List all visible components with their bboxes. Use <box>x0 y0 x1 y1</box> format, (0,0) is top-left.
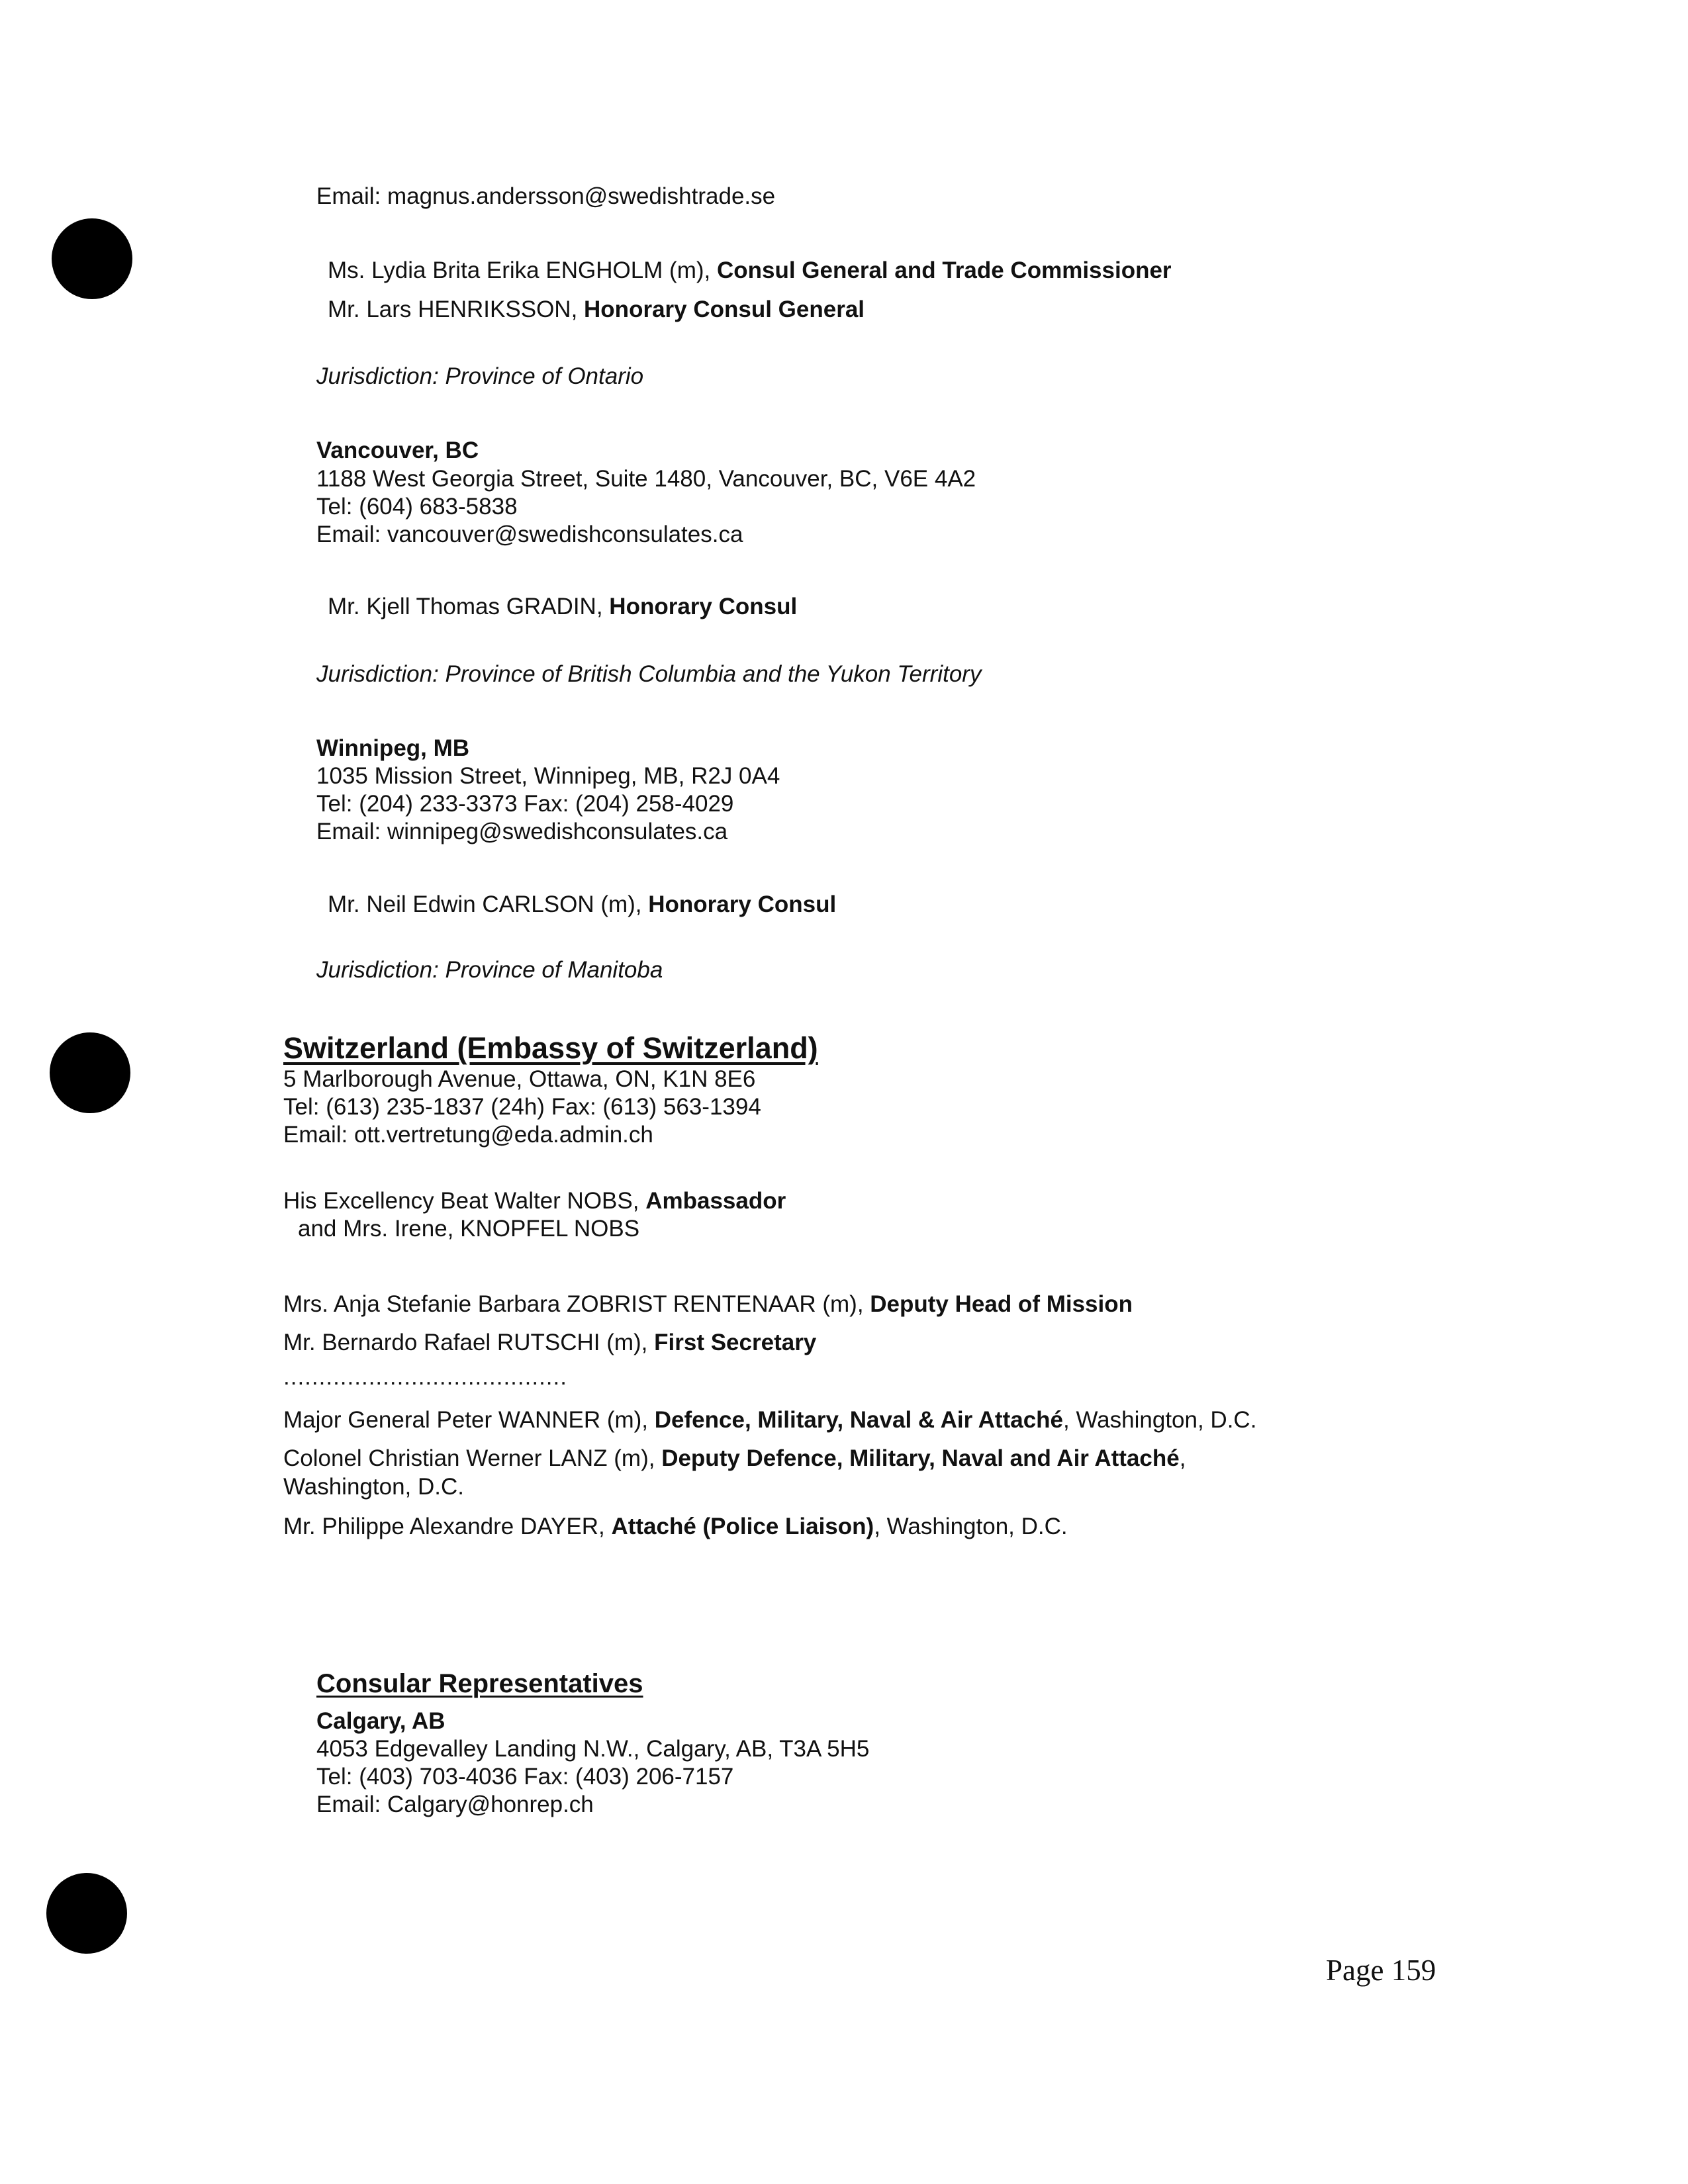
attache-title: Attaché (Police Liaison) <box>611 1514 874 1539</box>
official-name: Ms. Lydia Brita Erika ENGHOLM (m), <box>328 257 711 283</box>
winnipeg-official <box>328 891 836 919</box>
dotted-separator: ........................................ <box>283 1364 567 1390</box>
official-name: Mr. Kjell Thomas GRADIN, <box>328 594 603 619</box>
consular-heading: Consular Representatives <box>316 1669 643 1698</box>
secretary-name: Mr. Bernardo Rafael RUTSCHI (m), <box>283 1330 648 1355</box>
calgary-city: Calgary, AB <box>316 1708 445 1734</box>
attache-line-3 <box>283 1513 1068 1541</box>
punch-hole-middle <box>50 1032 130 1113</box>
sweden-email-line: Email: magnus.andersson@swedishtrade.se <box>316 183 776 209</box>
official-title: Consul General and Trade Commissioner <box>716 257 1172 283</box>
ambassador-spouse: and Mrs. Irene, KNOPFEL NOBS <box>298 1216 640 1242</box>
punch-hole-top <box>52 218 132 299</box>
calgary-tel: Tel: (403) 703-4036 Fax: (403) 206-7157 <box>316 1764 734 1790</box>
punch-hole-bottom <box>46 1873 127 1954</box>
attache-line-1 <box>283 1406 1256 1434</box>
vancouver-jurisdiction: Jurisdiction: Province of British Columbia and the Yukon Territory <box>316 661 982 687</box>
official-title: Honorary Consul <box>609 594 798 619</box>
attache-name: Major General Peter WANNER (m), <box>283 1407 649 1433</box>
official-name: Mr. Neil Edwin CARLSON (m), <box>328 891 642 917</box>
vancouver-address: 1188 West Georgia Street, Suite 1480, Vancouver, BC, V6E 4A2 <box>316 466 976 492</box>
ambassador-line <box>283 1187 786 1215</box>
switzerland-tel: Tel: (613) 235-1837 (24h) Fax: (613) 563-1394 <box>283 1094 761 1120</box>
switzerland-heading: Switzerland (Embassy of Switzerland) <box>283 1031 818 1065</box>
attache-title: Defence, Military, Naval & Air Attaché <box>654 1407 1063 1433</box>
attache-name: Colonel Christian Werner LANZ (m), <box>283 1445 655 1471</box>
attache-title: Deputy Defence, Military, Naval and Air Attaché <box>661 1445 1180 1471</box>
sweden-jurisdiction: Jurisdiction: Province of Ontario <box>316 363 644 389</box>
page-number: Page 159 <box>1326 1954 1436 1987</box>
official-name: Mr. Lars HENRIKSSON, <box>328 296 578 322</box>
switzerland-address: 5 Marlborough Avenue, Ottawa, ON, K1N 8E6 <box>283 1066 756 1092</box>
official-title: Honorary Consul <box>648 891 837 917</box>
attache-comma: , <box>1179 1445 1186 1471</box>
vancouver-tel: Tel: (604) 683-5838 <box>316 494 518 520</box>
attache-name: Mr. Philippe Alexandre DAYER, <box>283 1514 605 1539</box>
sweden-official-2 <box>328 296 865 324</box>
deputy-name: Mrs. Anja Stefanie Barbara ZOBRIST RENTENAAR (m), <box>283 1291 864 1317</box>
attache-line-2-location: Washington, D.C. <box>283 1474 464 1500</box>
deputy-title: Deputy Head of Mission <box>870 1291 1133 1317</box>
calgary-email: Email: Calgary@honrep.ch <box>316 1792 594 1817</box>
winnipeg-email: Email: winnipeg@swedishconsulates.ca <box>316 819 728 844</box>
vancouver-city: Vancouver, BC <box>316 437 479 463</box>
winnipeg-city: Winnipeg, MB <box>316 735 470 761</box>
attache-line-2 <box>283 1445 1186 1473</box>
attache-location: , Washington, D.C. <box>1063 1407 1257 1433</box>
vancouver-email: Email: vancouver@swedishconsulates.ca <box>316 522 743 547</box>
calgary-address: 4053 Edgevalley Landing N.W., Calgary, AB, T3A 5H5 <box>316 1736 870 1762</box>
deputy-line <box>283 1291 1133 1318</box>
winnipeg-address: 1035 Mission Street, Winnipeg, MB, R2J 0A4 <box>316 763 780 789</box>
ambassador-title: Ambassador <box>645 1188 786 1214</box>
winnipeg-tel: Tel: (204) 233-3373 Fax: (204) 258-4029 <box>316 791 734 817</box>
official-title: Honorary Consul General <box>584 296 865 322</box>
winnipeg-jurisdiction: Jurisdiction: Province of Manitoba <box>316 957 663 983</box>
sweden-official-1 <box>328 257 1172 285</box>
attache-location: , Washington, D.C. <box>874 1514 1068 1539</box>
secretary-line <box>283 1329 816 1357</box>
switzerland-email: Email: ott.vertretung@eda.admin.ch <box>283 1122 653 1148</box>
ambassador-name: His Excellency Beat Walter NOBS, <box>283 1188 639 1214</box>
secretary-title: First Secretary <box>654 1330 817 1355</box>
vancouver-official <box>328 593 797 621</box>
